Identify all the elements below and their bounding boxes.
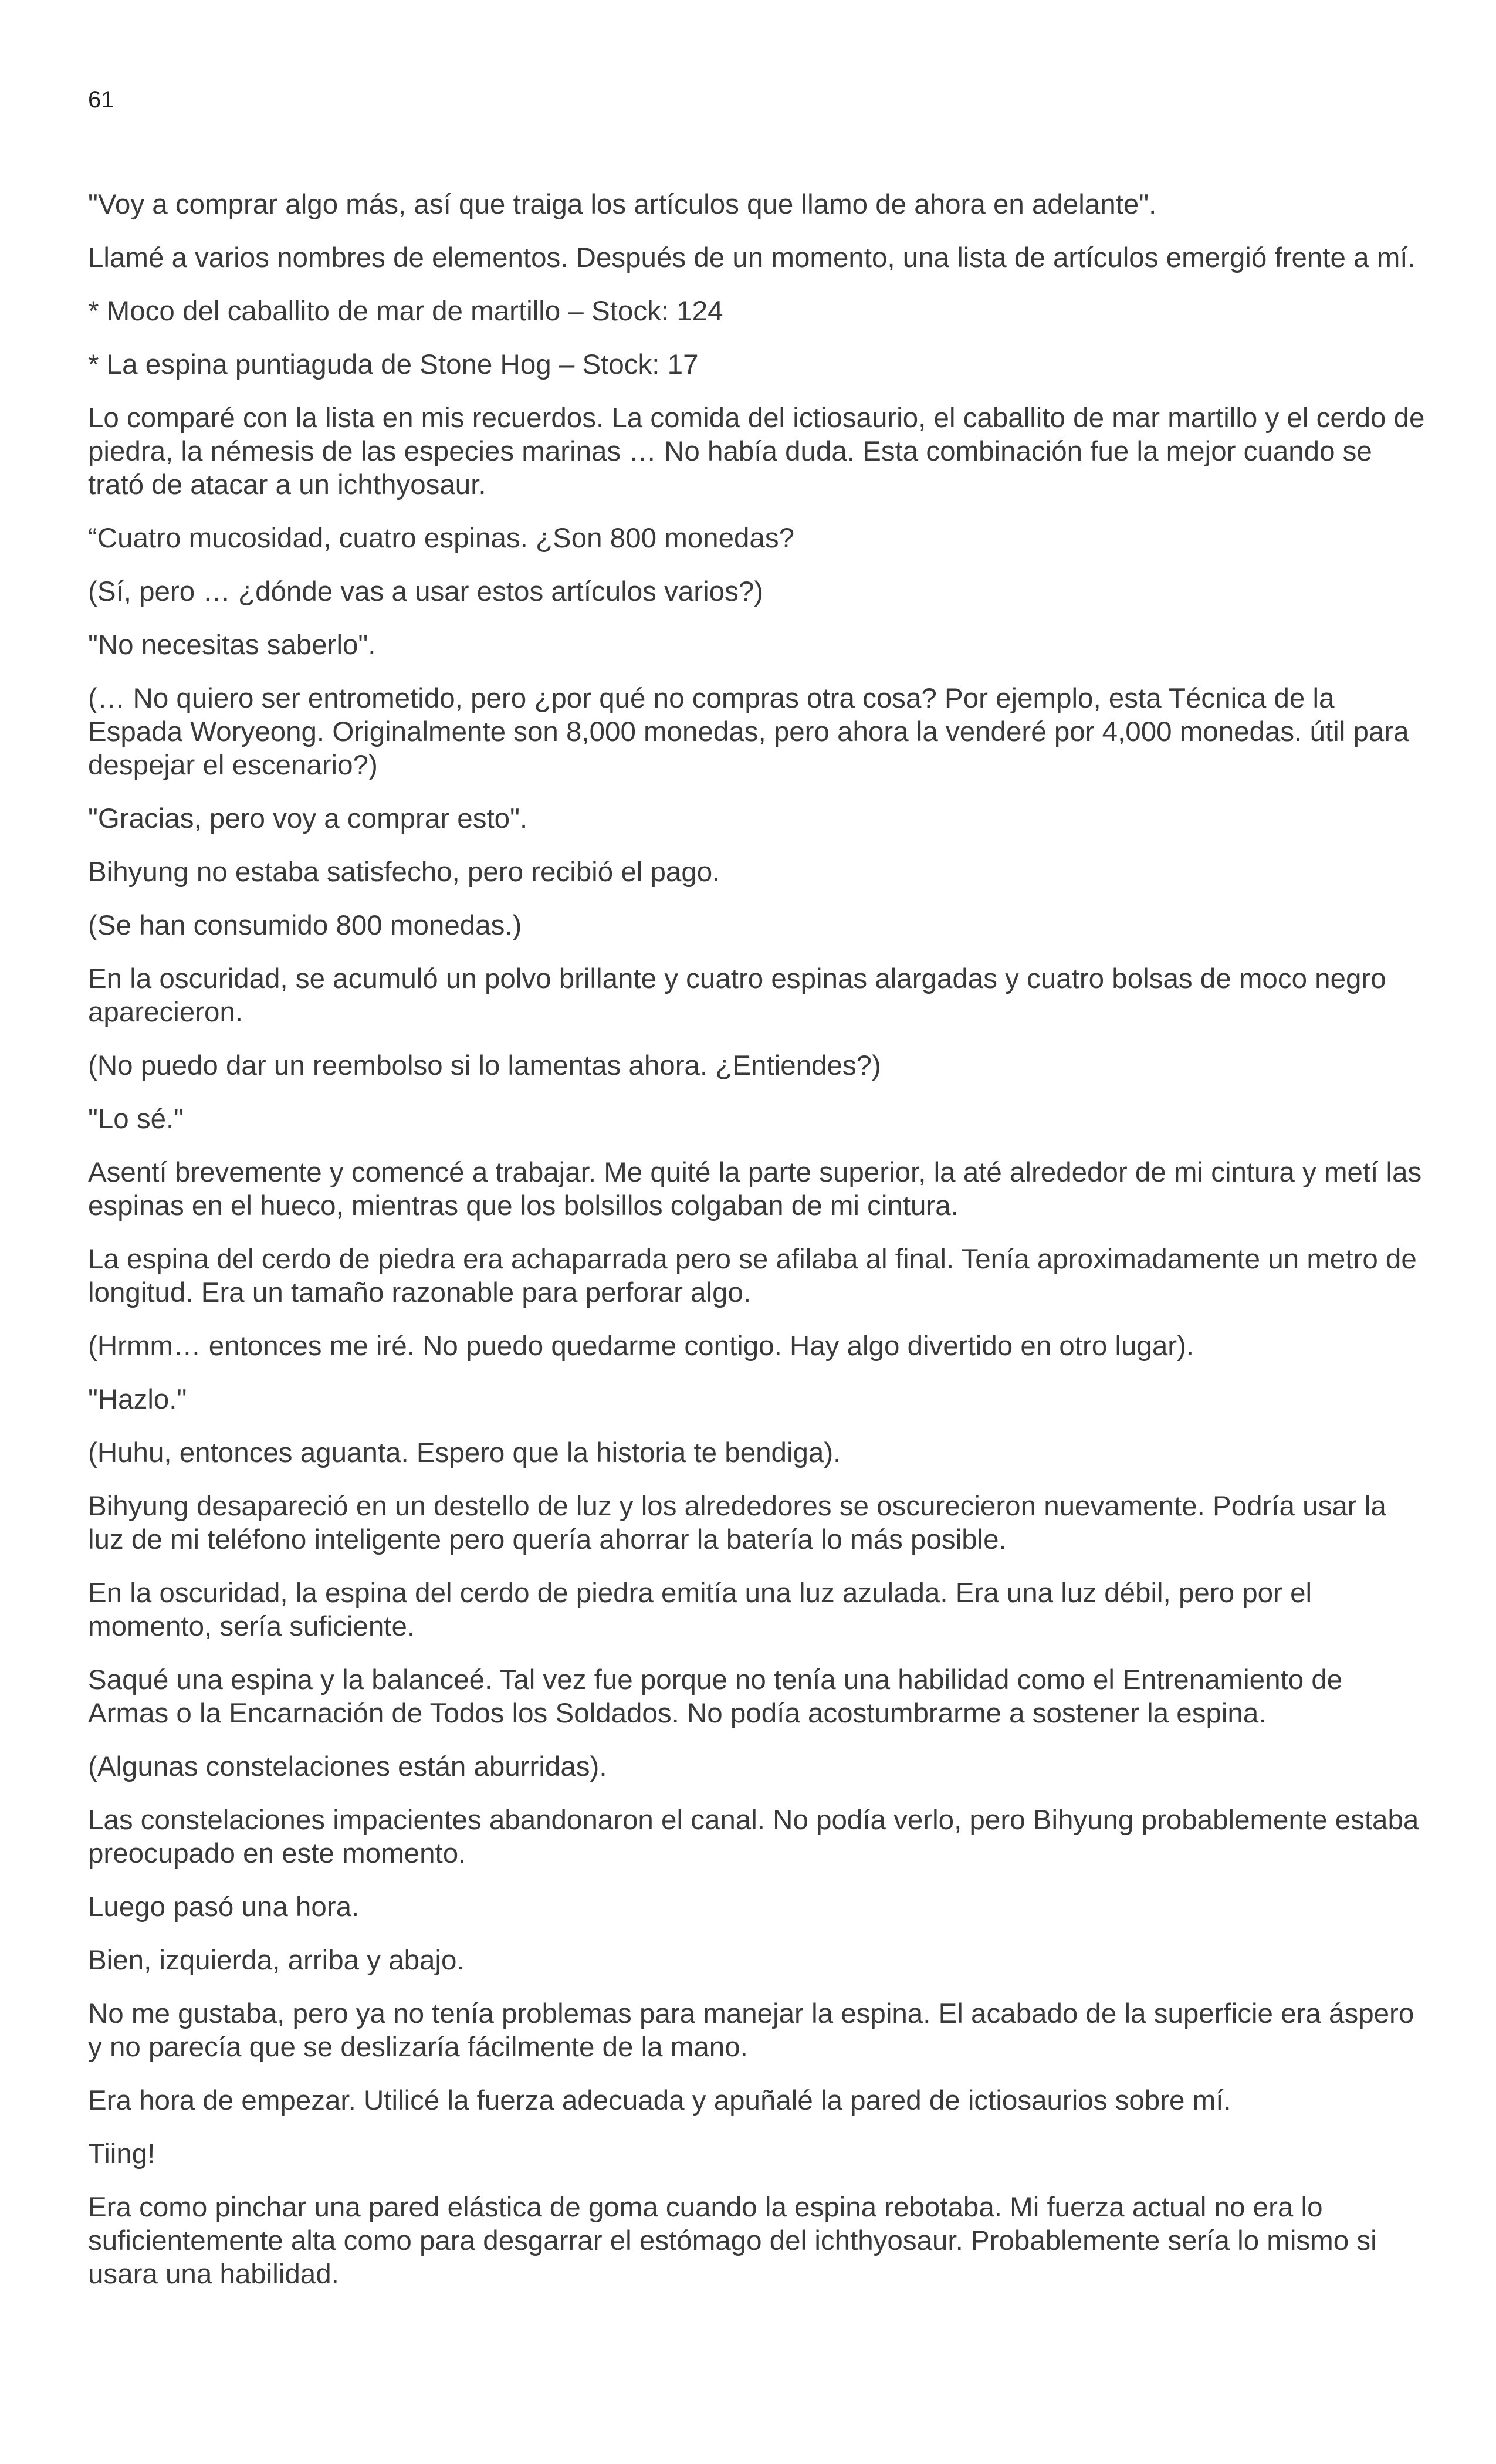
paragraph: Lo comparé con la lista en mis recuerdos. La comida del ictiosaurio, el caballito de mar martillo y el cerdo de piedra, la némesis de las especies marinas … No había duda. Esta combinación fue la mejor cuando se trató de atacar a un ichthyosaur. [88, 402, 1425, 500]
body-text [88, 188, 1426, 2311]
paragraph: Luego pasó una hora. [88, 1891, 360, 1923]
paragraph: “Cuatro mucosidad, cuatro espinas. ¿Son 800 monedas? [88, 523, 795, 554]
paragraph: (Se han consumido 800 monedas.) [88, 910, 522, 941]
paragraph: Tiing! [88, 2138, 155, 2169]
paragraph: "Lo sé." [88, 1104, 184, 1135]
paragraph: * Moco del caballito de mar de martillo – Stock: 124 [88, 296, 723, 327]
paragraph: Las constelaciones impacientes abandonaron el canal. No podía verlo, pero Bihyung probablemente estaba preocupado en este momento. [88, 1805, 1419, 1869]
paragraph: Bien, izquierda, arriba y abajo. [88, 1945, 465, 1976]
paragraph: En la oscuridad, se acumuló un polvo brillante y cuatro espinas alargadas y cuatro bolsas de moco negro aparecieron. [88, 963, 1386, 1028]
paragraph: La espina del cerdo de piedra era achaparrada pero se afilaba al final. Tenía aproximadamente un metro de longitud. Era un tamaño razonable para perforar algo. [88, 1244, 1417, 1308]
paragraph: "No necesitas saberlo". [88, 629, 376, 661]
paragraph: Bihyung desapareció en un destello de luz y los alrededores se oscurecieron nuevamente. Podría usar la luz de mi teléfono inteligente pero quería ahorrar la batería lo más posible. [88, 1491, 1386, 1555]
paragraph: Asentí brevemente y comencé a trabajar. Me quité la parte superior, la até alrededor de mi cintura y metí las espinas en el hueco, mientras que los bolsillos colgaban de mi cintura. [88, 1157, 1422, 1221]
paragraph: (Sí, pero … ¿dónde vas a usar estos artículos varios?) [88, 576, 764, 607]
paragraph: Llamé a varios nombres de elementos. Después de un momento, una lista de artículos emergió frente a mí. [88, 242, 1416, 273]
paragraph: Saqué una espina y la balanceé. Tal vez fue porque no tenía una habilidad como el Entrenamiento de Armas o la Encarnación de Todos los Soldados. No podía acostumbrarme a sostener la espina. [88, 1664, 1343, 1729]
paragraph: (Huhu, entonces aguanta. Espero que la historia te bendiga). [88, 1437, 841, 1468]
paragraph: (Hrmm… entonces me iré. No puedo quedarme contigo. Hay algo divertido en otro lugar). [88, 1331, 1194, 1362]
paragraph: (No puedo dar un reembolso si lo lamentas ahora. ¿Entiendes?) [88, 1050, 881, 1081]
paragraph: * La espina puntiaguda de Stone Hog – Stock: 17 [88, 349, 699, 380]
paragraph: "Voy a comprar algo más, así que traiga los artículos que llamo de ahora en adelante". [88, 189, 1157, 220]
paragraph: Era hora de empezar. Utilicé la fuerza adecuada y apuñalé la pared de ictiosaurios sobre mí. [88, 2085, 1231, 2116]
paragraph: No me gustaba, pero ya no tenía problemas para manejar la espina. El acabado de la superficie era áspero y no parecía que se deslizaría fácilmente de la mano. [88, 1998, 1414, 2063]
page-number: 61 [88, 87, 114, 113]
paragraph: "Hazlo." [88, 1384, 187, 1415]
paragraph: (… No quiero ser entrometido, pero ¿por qué no compras otra cosa? Por ejemplo, esta Técnica de la Espada Woryeong. Originalmente son 8,000 monedas, pero ahora la venderé por 4,000 monedas. útil para despejar el escenario?) [88, 683, 1409, 781]
paragraph: Bihyung no estaba satisfecho, pero recibió el pago. [88, 857, 720, 888]
paragraph: Era como pinchar una pared elástica de goma cuando la espina rebotaba. Mi fuerza actual no era lo suficientemente alta como para desgarrar el estómago del ichthyosaur. Probablemente sería lo mismo si usara una habilidad. [88, 2192, 1377, 2290]
paragraph: En la oscuridad, la espina del cerdo de piedra emitía una luz azulada. Era una luz débil, pero por el momento, sería suficiente. [88, 1578, 1312, 1642]
paragraph: (Algunas constelaciones están aburridas). [88, 1751, 607, 1782]
paragraph: "Gracias, pero voy a comprar esto". [88, 803, 528, 834]
